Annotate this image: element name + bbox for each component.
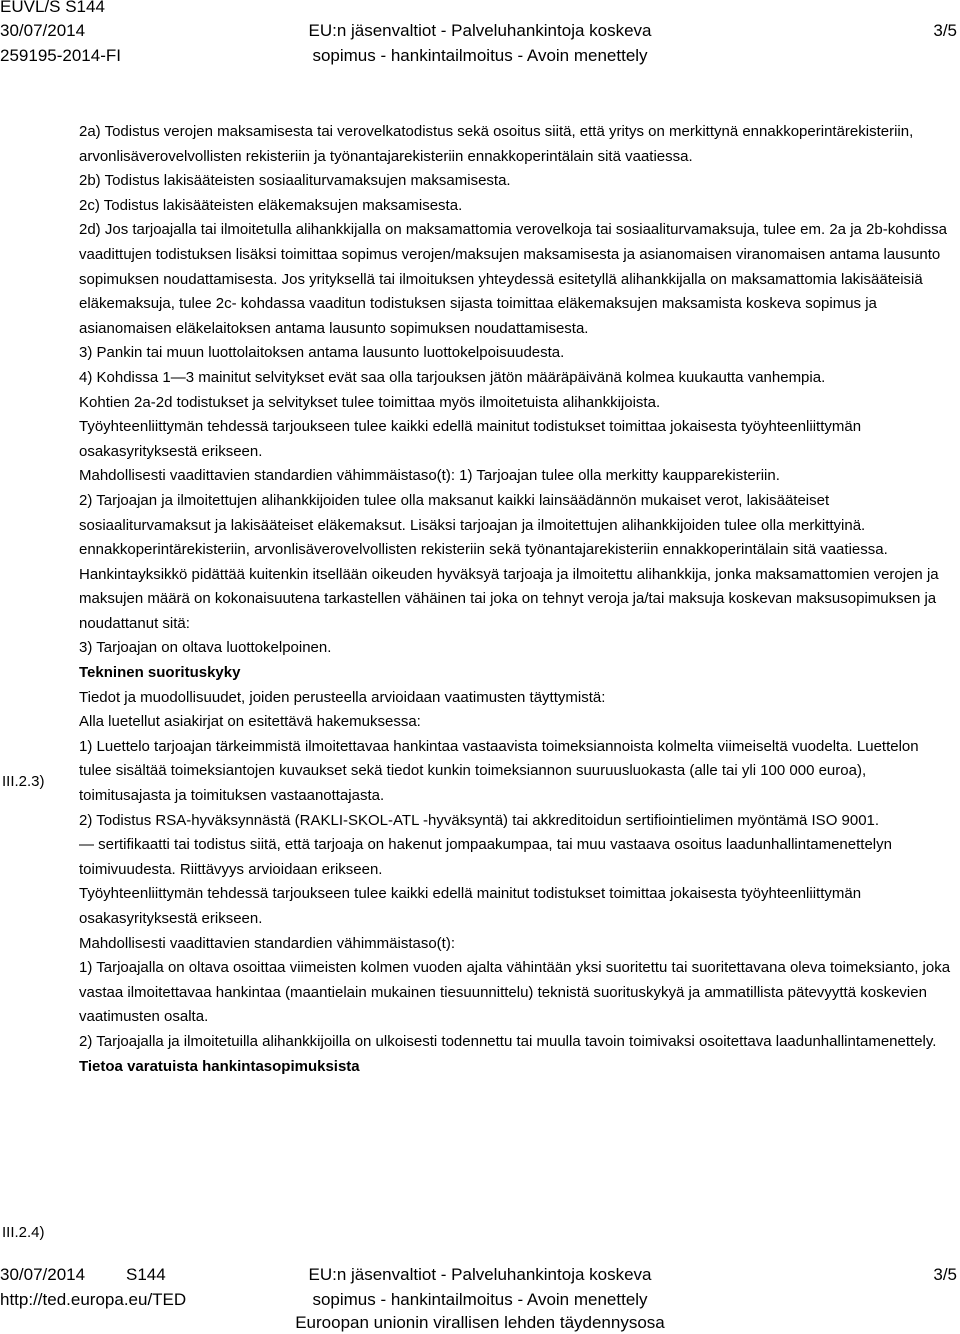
paragraph: 1) Luettelo tarjoajan tärkeimmistä ilmoitettavaa hankintaa vastaavista toimeksiannoista kolmelta viimeiseltä vuodelta. Luettelon tulee sisältää toimeksiantojen kuvaukset sekä tiedot kunkin toimeksiannon suuruusluokasta (alle tai yli 100 000 euroa), toimitusajasta ja toimituksen vastaanottajasta. <box>79 737 919 805</box>
section-title-technical-capacity: Tekninen suorituskyky <box>79 664 241 682</box>
section-number-iii-2-3: III.2.3) <box>2 773 45 790</box>
header-date: 30/07/2014 <box>0 21 86 40</box>
footer-issue: S144 <box>126 1265 166 1284</box>
footer-title-line1: EU:n jäsenvaltiot - Palveluhankintoja koskeva <box>308 1265 652 1284</box>
paragraph: ennakkoperintärekisteriin, arvonlisäverovelvollisten rekisteriin sekä työnantajarekisteriin ennakkoperintälain sitä vaatiessa. Hankintayksikkö pidättää kuitenkin itsellään oikeuden hyväksyä tarjoaja ja ilmoitettu alihankkija, jonka maksamattomien verojen ja maksujen määrä on kokonaisuutena tarkastellen vähäinen tai joka on tehnyt veroja ja/tai maksuja koskevan maksusopimuksen ja noudattanut sitä: <box>79 541 939 632</box>
paragraph: 2d) Jos tarjoajalla tai ilmoitetulla alihankkijalla on maksamattomia verovelkoja tai sosiaaliturvamaksuja, tulee em. 2a ja 2b-kohdissa vaadittujen todistuksen lisäksi toimittaa sopimus verojen/maksujen maksamisesta ja asianomaisen viranomaisen antama lausunto sopimuksen noudattamisesta. Jos yrityksellä tai ilmoituksen yhteydessä esitetyllä alihankkijalla on maksamattomia lakisääteisiä eläkemaksuja, tulee 2c- kohdassa vaaditun todistuksen sijasta toimittaa eläkemaksujen maksamista koskeva sopimus ja asianomaisen eläkelaitoksen antama lausunto sopimuksen noudattamisesta. <box>79 221 947 337</box>
paragraph: Alla luetellut asiakirjat on esitettävä hakemuksessa: <box>79 713 421 731</box>
footer-title-line3: Euroopan unionin virallisen lehden täydennysosa <box>295 1313 665 1332</box>
header-doc-code: EUVL/S S144 <box>0 0 105 16</box>
paragraph: 2) Tarjoajan ja ilmoitettujen alihankkijoiden tulee olla maksanut kaikki lainsäädännön mukaiset verot, lakisääteiset sosiaaliturvamaksut ja lakisääteiset eläkemaksut. Lisäksi tarjoajan ja ilmoitettujen alihankkijoiden tulee olla merkittyinä. <box>79 491 866 534</box>
paragraph: 3) Pankin tai muun luottolaitoksen antama lausunto luottokelpoisuudesta. <box>79 344 565 362</box>
paragraph: Kohtien 2a-2d todistukset ja selvitykset tulee toimittaa myös ilmoitetuista alihankkijoista. <box>79 393 661 411</box>
header-page-number: 3/5 <box>933 21 957 40</box>
section-title-reserved-contracts: Tietoa varatuista hankintasopimuksista <box>79 1057 360 1075</box>
paragraph: 2a) Todistus verojen maksamisesta tai verovelkatodistus sekä osoitus siitä, että yritys on merkittynä ennakkoperintärekisteriin, arvonlisäverovelvollisten rekisteriin ja työnantajarekisteriin ennakkoperintälain sitä vaatiessa. <box>79 123 914 165</box>
paragraph: 2) Todistus RSA-hyväksynnästä (RAKLI-SKOL-ATL -hyväksyntä) tai akkreditoidun sertifiointielimen myöntämä ISO 9001. <box>79 811 880 829</box>
paragraph: 3) Tarjoajan on oltava luottokelpoinen. <box>79 639 332 657</box>
footer-page-number: 3/5 <box>933 1265 957 1284</box>
paragraph: 1) Tarjoajalla on oltava osoittaa viimeisten kolmen vuoden ajalta vähintään yksi suoritettu tai suoritettavana oleva toimeksianto, joka vastaa ilmoitettavaa hankintaa (maantielain mukainen tiesuunnittelu) teknistä suorituskykyä ja ammatillista pätevyyttä koskevien vaatimusten osalta. <box>79 959 951 1026</box>
footer-title-line2: sopimus - hankintailmoitus - Avoin menettely <box>312 1290 648 1309</box>
paragraph: 2b) Todistus lakisääteisten sosiaaliturvamaksujen maksamisesta. <box>79 172 511 190</box>
paragraph: 4) Kohdissa 1—3 mainitut selvitykset evät saa olla tarjouksen jätön määräpäivänä kolmea kuukautta vanhempia. <box>79 368 826 386</box>
footer-url-link[interactable]: http://ted.europa.eu/TED <box>0 1290 187 1309</box>
paragraph: Tiedot ja muodollisuudet, joiden perusteella arvioidaan vaatimusten täyttymistä: <box>79 688 606 706</box>
section-number-iii-2-4: III.2.4) <box>2 1224 45 1241</box>
paragraph: — sertifikaatti tai todistus siitä, että tarjoaja on hakenut jompaakumpaa, tai muu vastaava osoitus laadunhallintamenettelyn toimivuudesta. Riittävyys arvioidaan erikseen. <box>79 836 892 878</box>
paragraph: Mahdollisesti vaadittavien standardien vähimmäistaso(t): <box>79 934 456 952</box>
footer-date: 30/07/2014 <box>0 1265 86 1284</box>
paragraph: 2) Tarjoajalla ja ilmoitetuilla alihankkijoilla on ulkoisesti todennettu tai muulla tavoin toimivaksi osoitettava laadunhallintamenettely. <box>79 1032 937 1050</box>
paragraph: Mahdollisesti vaadittavien standardien vähimmäistaso(t): 1) Tarjoajan tulee olla merkitty kaupparekisteriin. <box>79 467 780 485</box>
main-content <box>79 120 954 1079</box>
header-title-line2: sopimus - hankintailmoitus - Avoin menettely <box>312 46 648 65</box>
header-title-line1: EU:n jäsenvaltiot - Palveluhankintoja koskeva <box>308 21 652 40</box>
paragraph: 2c) Todistus lakisääteisten eläkemaksujen maksamisesta. <box>79 196 463 214</box>
paragraph: Työyhteenliittymän tehdessä tarjoukseen tulee kaikki edellä mainitut todistukset toimittaa jokaisesta työyhteenliittymän osakasyrityksestä erikseen. <box>79 885 862 927</box>
header-reference: 259195-2014-FI <box>0 46 121 65</box>
paragraph: Työyhteenliittymän tehdessä tarjoukseen tulee kaikki edellä mainitut todistukset toimittaa jokaisesta työyhteenliittymän osakasyrityksestä erikseen. <box>79 418 862 460</box>
